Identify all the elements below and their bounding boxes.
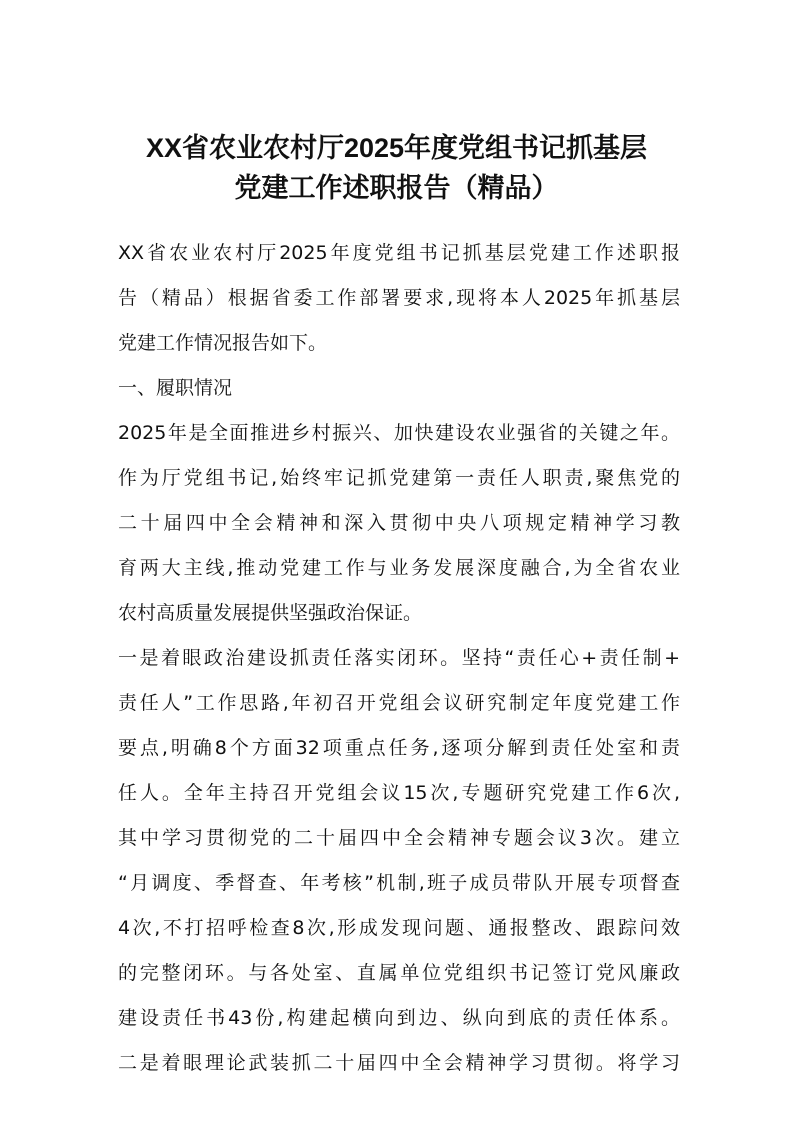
body-text-line: “月调度、季督查、年考核”机制,班子成员带队开展专项督查 bbox=[118, 872, 680, 894]
body-text-line: 任人。全年主持召开党组会议15次,专题研究党建工作6次, bbox=[118, 782, 680, 804]
body-text-line: 要点,明确8个方面32项重点任务,逐项分解到责任处室和责 bbox=[118, 737, 680, 759]
body-text-line: 4次,不打招呼检查8次,形成发现问题、通报整改、跟踪问效 bbox=[118, 917, 680, 939]
body-text-line: 农村高质量发展提供坚强政治保证。 bbox=[118, 602, 423, 624]
body-text-line: 二是着眼理论武装抓二十届四中全会精神学习贯彻。将学习 bbox=[118, 1052, 680, 1074]
body-text-line: 党建工作情况报告如下。 bbox=[118, 332, 328, 354]
body-text-line: 的完整闭环。与各处室、直属单位党组织书记签订党风廉政 bbox=[118, 962, 680, 984]
body-text-line: XX省农业农村厅2025年度党组书记抓基层党建工作述职报 bbox=[118, 242, 680, 264]
body-text-line: 2025年是全面推进乡村振兴、加快建设农业强省的关键之年。 bbox=[118, 422, 680, 444]
document-title-line-2: 党建工作述职报告（精品） bbox=[234, 173, 559, 203]
body-text-line: 告（精品）根据省委工作部署要求,现将本人2025年抓基层 bbox=[118, 287, 680, 309]
body-text-line: 一是着眼政治建设抓责任落实闭环。坚持“责任心+责任制+ bbox=[118, 647, 680, 669]
body-text-line: 其中学习贯彻党的二十届四中全会精神专题会议3次。建立 bbox=[118, 827, 680, 849]
document-title-line-1: XX省农业农村厅2025年度党组书记抓基层 bbox=[145, 133, 648, 163]
body-text-line: 作为厅党组书记,始终牢记抓党建第一责任人职责,聚焦党的 bbox=[118, 467, 680, 489]
body-text-line: 二十届四中全会精神和深入贯彻中央八项规定精神学习教 bbox=[118, 512, 680, 534]
section-heading: 一、履职情况 bbox=[118, 377, 233, 399]
body-text-line: 建设责任书43份,构建起横向到边、纵向到底的责任体系。 bbox=[118, 1007, 680, 1029]
body-text-line: 育两大主线,推动党建工作与业务发展深度融合,为全省农业 bbox=[118, 557, 680, 579]
body-text-line: 责任人”工作思路,年初召开党组会议研究制定年度党建工作 bbox=[118, 692, 680, 714]
